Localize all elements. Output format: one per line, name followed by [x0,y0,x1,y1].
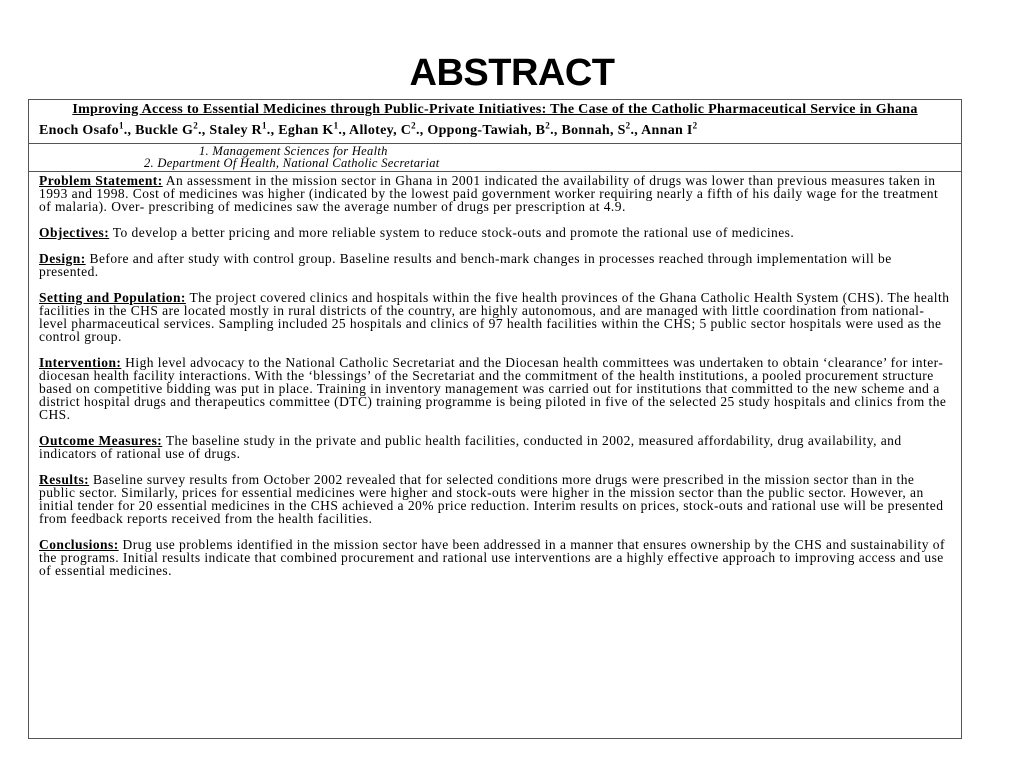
abstract-body [29,172,961,577]
author-name: Enoch Osafo [39,123,119,138]
section-label: Objectives: [39,225,110,240]
affiliation-line: 2. Department Of Health, National Catholic Secretariat [144,156,440,170]
section-label: Problem Statement: [39,173,163,188]
author-name: Allotey, C [349,123,412,138]
author-affiliation-mark: 2 [545,120,551,131]
section-text: To develop a better pricing and more reliable system to reduce stock-outs and promote the rational use of medicines. [112,225,795,240]
author-name: Oppong-Tawiah, B [427,123,546,138]
author-name: Annan I [641,123,693,138]
abstract-box [28,99,962,739]
section-label: Results: [39,472,90,487]
author-affiliation-mark: 2 [692,120,698,131]
author-affiliation-mark: 1 [333,120,339,131]
author-name: Staley R [209,123,262,138]
section-label: Setting and Population: [39,290,186,305]
author-name: Eghan K [278,123,334,138]
author-list [39,120,951,139]
section-text: An assessment in the mission sector in Ghana in 2001 indicated the availability of drugs was lower than previous measures taken in 1993 and 1998. Cost of medicines was higher (indicated by the lowest paid government worker requiring nearly a fifth of his daily wage for the treatment of malaria). Over- prescribing of medicines saw the average number of drugs per prescription at 4.9. [39,173,939,214]
author-separator: ., [550,123,562,138]
author-separator: ., [338,123,350,138]
section-conclusions [39,538,951,577]
section-text: Before and after study with control group. Baseline results and bench-mark changes in processes reached through implementation will be presented. [39,251,892,279]
section-outcome-measures [39,434,951,460]
author-affiliation-mark: 1 [118,120,124,131]
author-affiliation-mark: 2 [193,120,198,131]
author-affiliation-mark: 2 [411,120,416,131]
author-separator: ., [198,123,210,138]
section-design [39,252,951,278]
section-text: Drug use problems identified in the mission sector have been addressed in a manner that ensures ownership by the CHS and sustainability of the programs. Initial results indicate that combined procurement and rational use interventions are a highly effective approach to improving access and use of essential medicines. [39,537,945,578]
section-setting-and-population [39,291,951,343]
section-text: Baseline survey results from October 2002 revealed that for selected conditions more drugs were prescribed in the mission sector than in the public sector. Similarly, prices for essential medicines were higher and stock-outs were higher in the mission sector than the public sector. However, an initial tender for 20 essential medicines in the CHS achieved a 20% price reduction. Interim results on prices, stock-outs and rational use will be presented from feedback reports received from the health facilities. [39,472,944,526]
section-text: The project covered clinics and hospitals within the five health provinces of the Ghana Catholic Health System (CHS). The health facilities in the CHS are located mostly in rural districts of the country, are highly autonomous, and are managed with little coordination from national-level pharmaceutical services. Sampling included 25 hospitals and clinics of 97 health facilities within the CHS; 5 public sector hospitals were used as the control group. [39,290,950,344]
section-objectives [39,226,951,239]
section-label: Conclusions: [39,537,119,552]
section-results [39,473,951,525]
author-separator: ., [415,123,428,138]
abstract-header [29,100,961,144]
section-text: The baseline study in the private and public health facilities, conducted in 2002, measured affordability, drug availability, and indicators of rational use of drugs. [39,433,902,461]
author-separator: ., [266,123,279,138]
section-intervention [39,356,951,421]
section-label: Outcome Measures: [39,433,163,448]
author-affiliation-mark: 2 [625,120,631,131]
slide-title: ABSTRACT [409,52,615,94]
author-affiliation-mark: 1 [261,120,267,131]
section-problem-statement [39,174,951,213]
affiliation-line: 1. Management Sciences for Health [199,144,388,158]
author-separator: ., [630,123,642,138]
section-label: Design: [39,251,86,266]
affiliations [29,144,961,172]
section-text: High level advocacy to the National Catholic Secretariat and the Diocesan health committees was undertaken to obtain ‘clearance’ for inter-diocesan health facility interactions. With the ‘blessings’ of the Secretariat and the commitment of the health institutions, a pooled procurement structure based on competitive bidding was put in place. Training in inventory management was carried out for institutions that committed to the new scheme and a district hospital drugs and therapeutics committee (DTC) training programme is being piloted in five of the selected 25 study hospitals and clinics from the CHS. [39,355,947,422]
section-label: Intervention: [39,355,122,370]
author-name: Bonnah, S [561,123,626,138]
author-separator: ., [123,123,136,138]
paper-title: Improving Access to Essential Medicines through Public-Private Initiatives: The Case of the Catholic Pharmaceutical Service in Ghana [72,102,918,117]
author-name: Buckle G [135,123,194,138]
